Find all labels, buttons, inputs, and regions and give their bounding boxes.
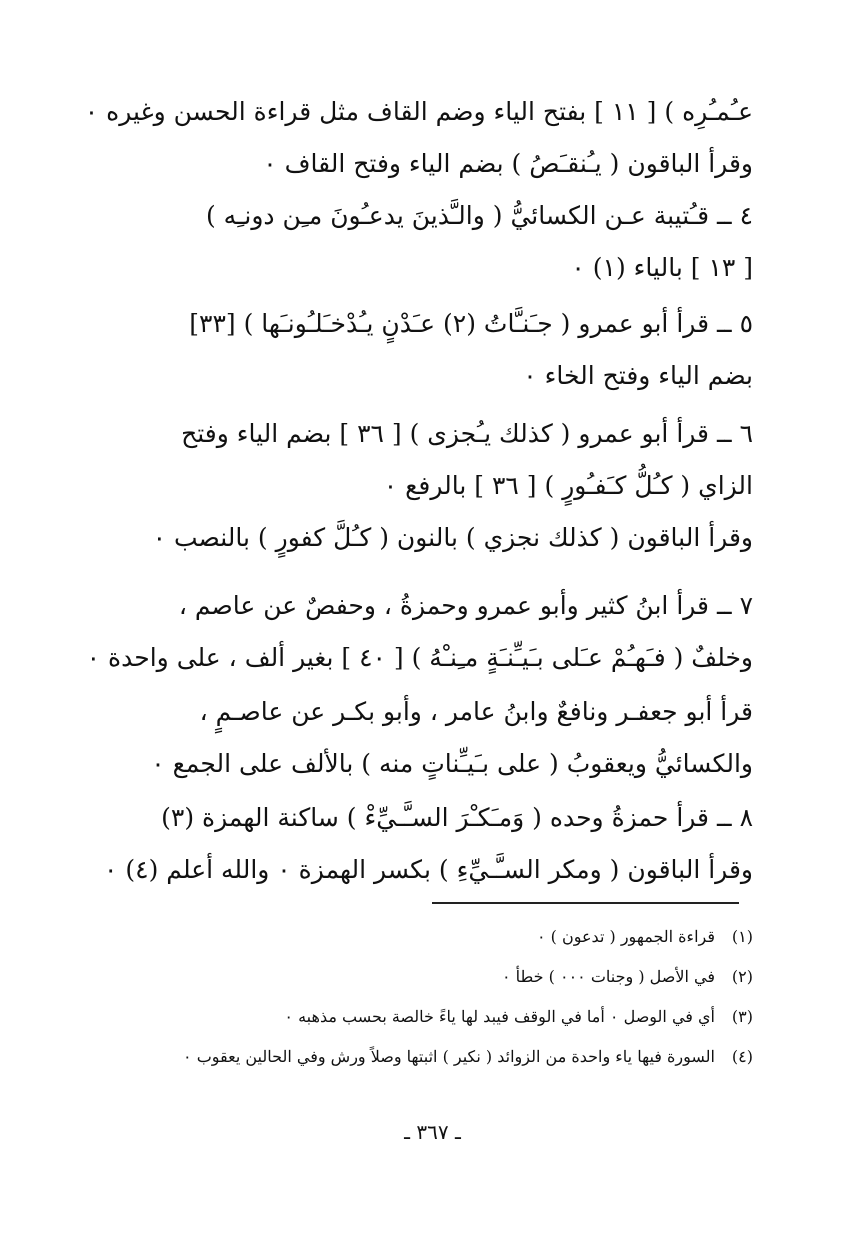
paragraph-4 [103, 408, 753, 512]
paragraph-6 [86, 580, 753, 684]
paragraph-line: [ ١٣ ] بالياء (١) ٠ [571, 253, 753, 282]
footnotes [103, 922, 753, 1082]
paragraph-line: وقرأ الباقون ( كذلك نجزي ) بالنون ( كـُلَّ كفورٍ ) بالنصب ٠ [152, 523, 753, 552]
paragraph-line: ٤ ــ قـُتيبة عـن الكسائيُّ ( والـَّذينَ يدعـُونَ مـِن دونـِه ) [205, 201, 753, 230]
footnote-4 [103, 1042, 753, 1072]
paragraph-line: وقرأ الباقون ( ومكر السـَّـيِّءِ ) بكسر الهمزة ٠ والله أعلم (٤) ٠ [104, 855, 753, 884]
paragraph-line: قرأ أبو جعفـر ونافعٌ وابنُ عامر ، وأبو بكـر عن عاصـمٍ ، [199, 697, 753, 726]
footnote-text: أي في الوصل ٠ أما في الوقف فيبد لها ياءً خالصة بحسب مذهبه ٠ [284, 1007, 715, 1026]
paragraph-2 [103, 190, 753, 294]
footnote-1 [103, 922, 753, 952]
paragraph-line: بضم الياء وفتح الخاء ٠ [523, 361, 753, 390]
footnote-text: السورة فيها ياء واحدة من الزوائد ( نكير ) اثبتها وصلاً ورش وفي الحالين يعقوب ٠ [183, 1047, 715, 1066]
footnote-separator [432, 902, 739, 904]
paragraph-1 [84, 86, 753, 190]
footnote-number: (٣) [731, 1007, 753, 1026]
footnote-number: (١) [731, 927, 753, 946]
paragraph-line: ٦ ــ قرأ أبو عمرو ( كذلك يـُجزى ) [ ٣٦ ] بضم الياء وفتح [181, 419, 753, 448]
paragraph-3 [103, 298, 753, 402]
page-number: ـ ٣٦٧ ـ [404, 1120, 461, 1144]
paragraph-line: عـُمـُرِه ) [ ١١ ] بفتح الياء وضم القاف مثل قراءة الحسن وغيره ٠ [84, 97, 753, 126]
paragraph-7 [103, 686, 753, 790]
paragraph-line: وقرأ الباقون ( يـُنقـَصُ ) بضم الياء وفتح القاف ٠ [263, 149, 753, 178]
footnote-number: (٤) [731, 1047, 753, 1066]
footnote-number: (٢) [731, 967, 753, 986]
footnote-text: في الأصل ( وجنات ٠٠٠ ) خطأ ٠ [502, 967, 715, 986]
footnote-3 [103, 1002, 753, 1032]
footnote-text: قراءة الجمهور ( تدعون ) ٠ [536, 927, 715, 946]
paragraph-line: والكسائيُّ ويعقوبُ ( على بـَيـِّناتٍ منه ) بالألف على الجمع ٠ [151, 749, 753, 778]
paragraph-line: ٨ ــ قرأ حمزةُ وحده ( وَمـَكـْرَ السـَّـيِّءْ ) ساكنة الهمزة (٣) [161, 803, 753, 832]
paragraph-8 [103, 792, 753, 896]
footnote-2 [103, 962, 753, 992]
paragraph-line: ٧ ــ قرأ ابنُ كثير وأبو عمرو وحمزةُ ، وحفصٌ عن عاصم ، [178, 591, 753, 620]
paragraph-line: وخلفٌ ( فـَهـُمْ عـَلى بـَيـِّنـَةٍ مـِنـْهُ ) [ ٤٠ ] بغير ألف ، على واحدة ٠ [86, 643, 753, 672]
paragraph-line: الزاي ( كـُلُّ كـَفـُورٍ ) [ ٣٦ ] بالرفع ٠ [383, 471, 753, 500]
paragraph-5 [103, 512, 753, 564]
paragraph-line: ٥ ــ قرأ أبو عمرو ( جـَنـَّاتُ (٢) عـَدْنٍ يـُدْخـَلـُونـَها ) [٣٣] [189, 309, 753, 338]
